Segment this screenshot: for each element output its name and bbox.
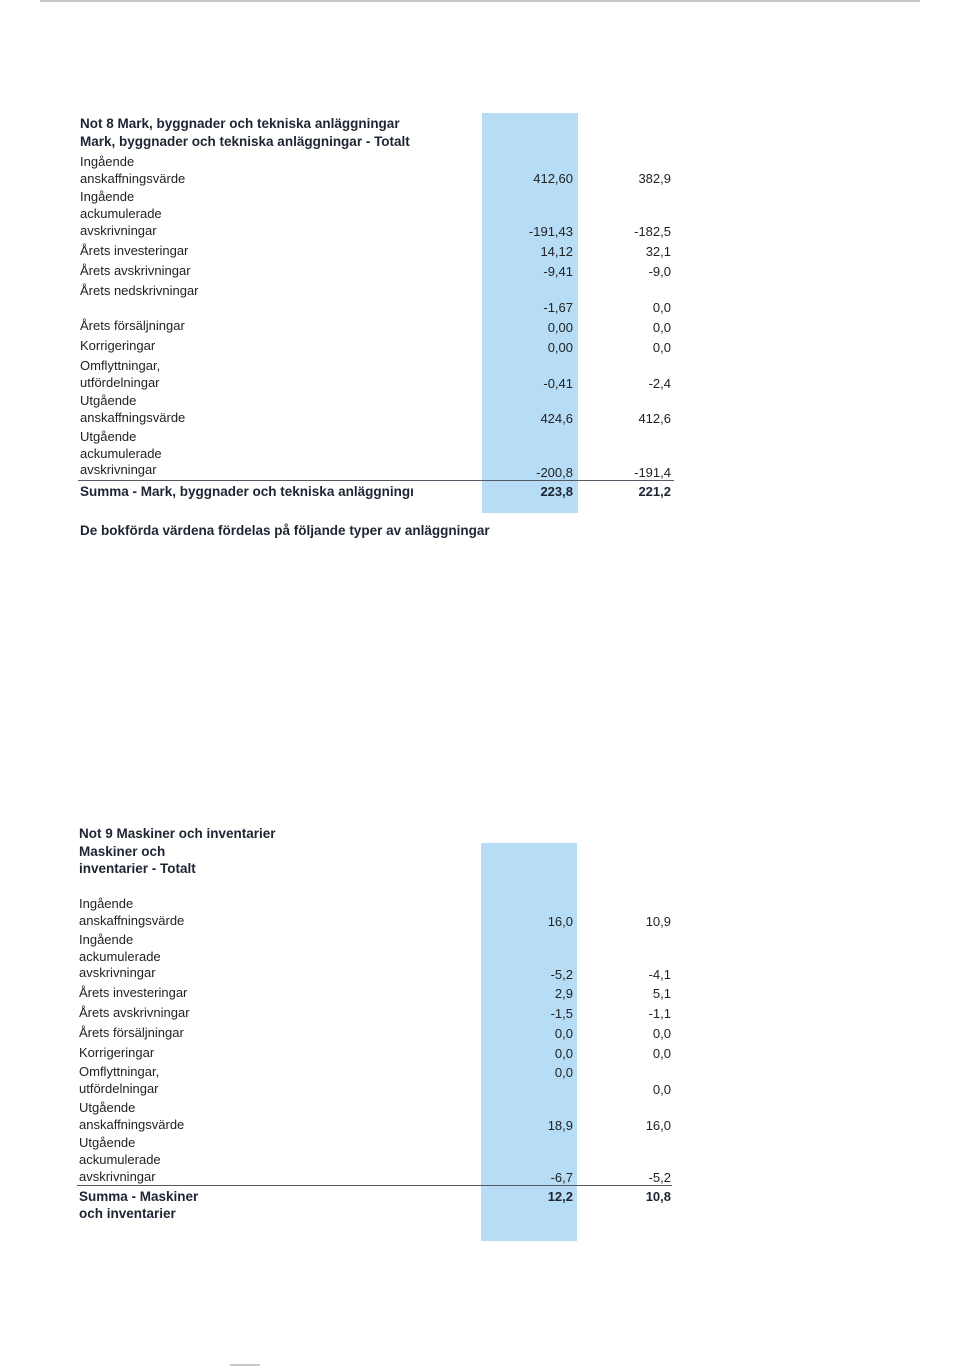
- previous-year-value: 0,0: [652, 1082, 671, 1097]
- row-label-line: anskaffningsvärde: [79, 1117, 185, 1132]
- current-year-value: 16,0: [547, 914, 573, 929]
- previous-year-value: -9,0: [648, 264, 671, 279]
- previous-year-value: 412,6: [638, 411, 671, 426]
- row-label-line: Årets avskrivningar: [80, 263, 191, 278]
- row-label-line: Årets nedskrivningar: [80, 283, 199, 298]
- row-label-line: Korrigeringar: [80, 338, 156, 353]
- row-label-line: Årets avskrivningar: [79, 1005, 190, 1020]
- row-label-line: Ingående: [80, 189, 135, 204]
- note9-total-label-line: Summa - Maskiner: [79, 1189, 199, 1204]
- row-label-line: avskrivningar: [80, 223, 157, 238]
- previous-year-value: -191,4: [634, 465, 671, 480]
- row-label-line: ackumulerade: [79, 1152, 161, 1167]
- row-label-line: Årets försäljningar: [80, 318, 185, 333]
- current-year-value: -0,41: [543, 376, 573, 391]
- current-year-value: 18,9: [547, 1118, 573, 1133]
- current-year-value: -5,2: [550, 967, 573, 982]
- previous-year-value: -2,4: [648, 376, 671, 391]
- row-label-line: Utgående: [79, 1135, 136, 1150]
- row-label-line: avskrivningar: [79, 965, 156, 980]
- row-label-line: anskaffningsvärde: [80, 171, 186, 186]
- row-label-line: utfördelningar: [80, 375, 160, 390]
- row-label-line: Ingående: [80, 154, 135, 169]
- previous-year-value: -1,1: [648, 1006, 671, 1021]
- previous-year-value: -4,1: [648, 967, 671, 982]
- scan-artifact-top: [40, 0, 920, 2]
- note8-total-label: Summa - Mark, byggnader och tekniska anläggningı: [80, 484, 414, 499]
- row-label-line: Utgående: [79, 1100, 136, 1115]
- row-label-line: anskaffningsvärde: [80, 410, 186, 425]
- previous-year-value: -182,5: [634, 224, 671, 239]
- previous-year-value: -5,2: [648, 1170, 671, 1185]
- current-year-value: -9,41: [543, 264, 573, 279]
- previous-year-total: 221,2: [638, 484, 671, 499]
- previous-year-value: 0,0: [652, 1046, 671, 1061]
- current-year-value: -191,43: [528, 224, 573, 239]
- previous-year-value: 0,0: [652, 300, 671, 315]
- note9-total-label-line: och inventarier: [79, 1206, 176, 1221]
- row-label-line: Omflyttningar,: [80, 358, 161, 373]
- row-label-line: avskrivningar: [79, 1169, 156, 1184]
- current-year-value: 0,00: [547, 340, 573, 355]
- current-year-value: -1,67: [543, 300, 573, 315]
- row-label-line: Korrigeringar: [79, 1045, 155, 1060]
- row-label-line: avskrivningar: [80, 462, 157, 477]
- current-year-value: -200,8: [536, 465, 573, 480]
- note8-title: Not 8 Mark, byggnader och tekniska anläggningar: [80, 116, 400, 131]
- row-label-line: ackumulerade: [80, 446, 162, 461]
- previous-year-value: 0,0: [652, 340, 671, 355]
- row-label-line: Ingående: [79, 932, 134, 947]
- total-separator-line: [78, 480, 674, 481]
- note9-subtitle-line: Maskiner och: [79, 844, 166, 859]
- previous-year-total: 10,8: [645, 1189, 671, 1204]
- previous-year-value: 0,0: [652, 320, 671, 335]
- current-year-value: 0,0: [554, 1065, 573, 1080]
- row-label-line: Årets försäljningar: [79, 1025, 184, 1040]
- row-label-line: Utgående: [80, 429, 137, 444]
- row-label-line: Utgående: [80, 393, 137, 408]
- note9-subtitle-line: inventarier - Totalt: [79, 861, 196, 876]
- scan-artifact-bottom: [230, 1364, 260, 1366]
- distribution-heading: De bokförda värdena fördelas på följande typer av anläggningar: [80, 523, 490, 538]
- previous-year-value: 5,1: [652, 986, 671, 1001]
- current-year-value: 0,0: [554, 1046, 573, 1061]
- current-year-value: 2,9: [554, 986, 573, 1001]
- current-year-value: 412,60: [533, 171, 573, 186]
- previous-year-value: 32,1: [645, 244, 671, 259]
- note9-title: Not 9 Maskiner och inventarier: [79, 826, 276, 841]
- current-year-total: 223,8: [540, 484, 573, 499]
- row-label-line: Årets investeringar: [80, 243, 189, 258]
- current-year-value: 14,12: [540, 244, 573, 259]
- row-label-line: ackumulerade: [80, 206, 162, 221]
- current-year-value: 0,00: [547, 320, 573, 335]
- current-year-value: -1,5: [550, 1006, 573, 1021]
- previous-year-value: 16,0: [645, 1118, 671, 1133]
- note8-subtitle: Mark, byggnader och tekniska anläggningar - Totalt: [80, 134, 410, 149]
- previous-year-value: 0,0: [652, 1026, 671, 1041]
- current-year-value: 424,6: [540, 411, 573, 426]
- current-year-total: 12,2: [547, 1189, 573, 1204]
- row-label-line: ackumulerade: [79, 949, 161, 964]
- row-label-line: Ingående: [79, 896, 134, 911]
- previous-year-value: 10,9: [645, 914, 671, 929]
- total-separator-line: [77, 1185, 672, 1186]
- row-label-line: anskaffningsvärde: [79, 913, 185, 928]
- current-year-value: 0,0: [554, 1026, 573, 1041]
- current-year-value: -6,7: [550, 1170, 573, 1185]
- row-label-line: Årets investeringar: [79, 985, 188, 1000]
- row-label-line: Omflyttningar,: [79, 1064, 160, 1079]
- previous-year-value: 382,9: [638, 171, 671, 186]
- row-label-line: utfördelningar: [79, 1081, 159, 1096]
